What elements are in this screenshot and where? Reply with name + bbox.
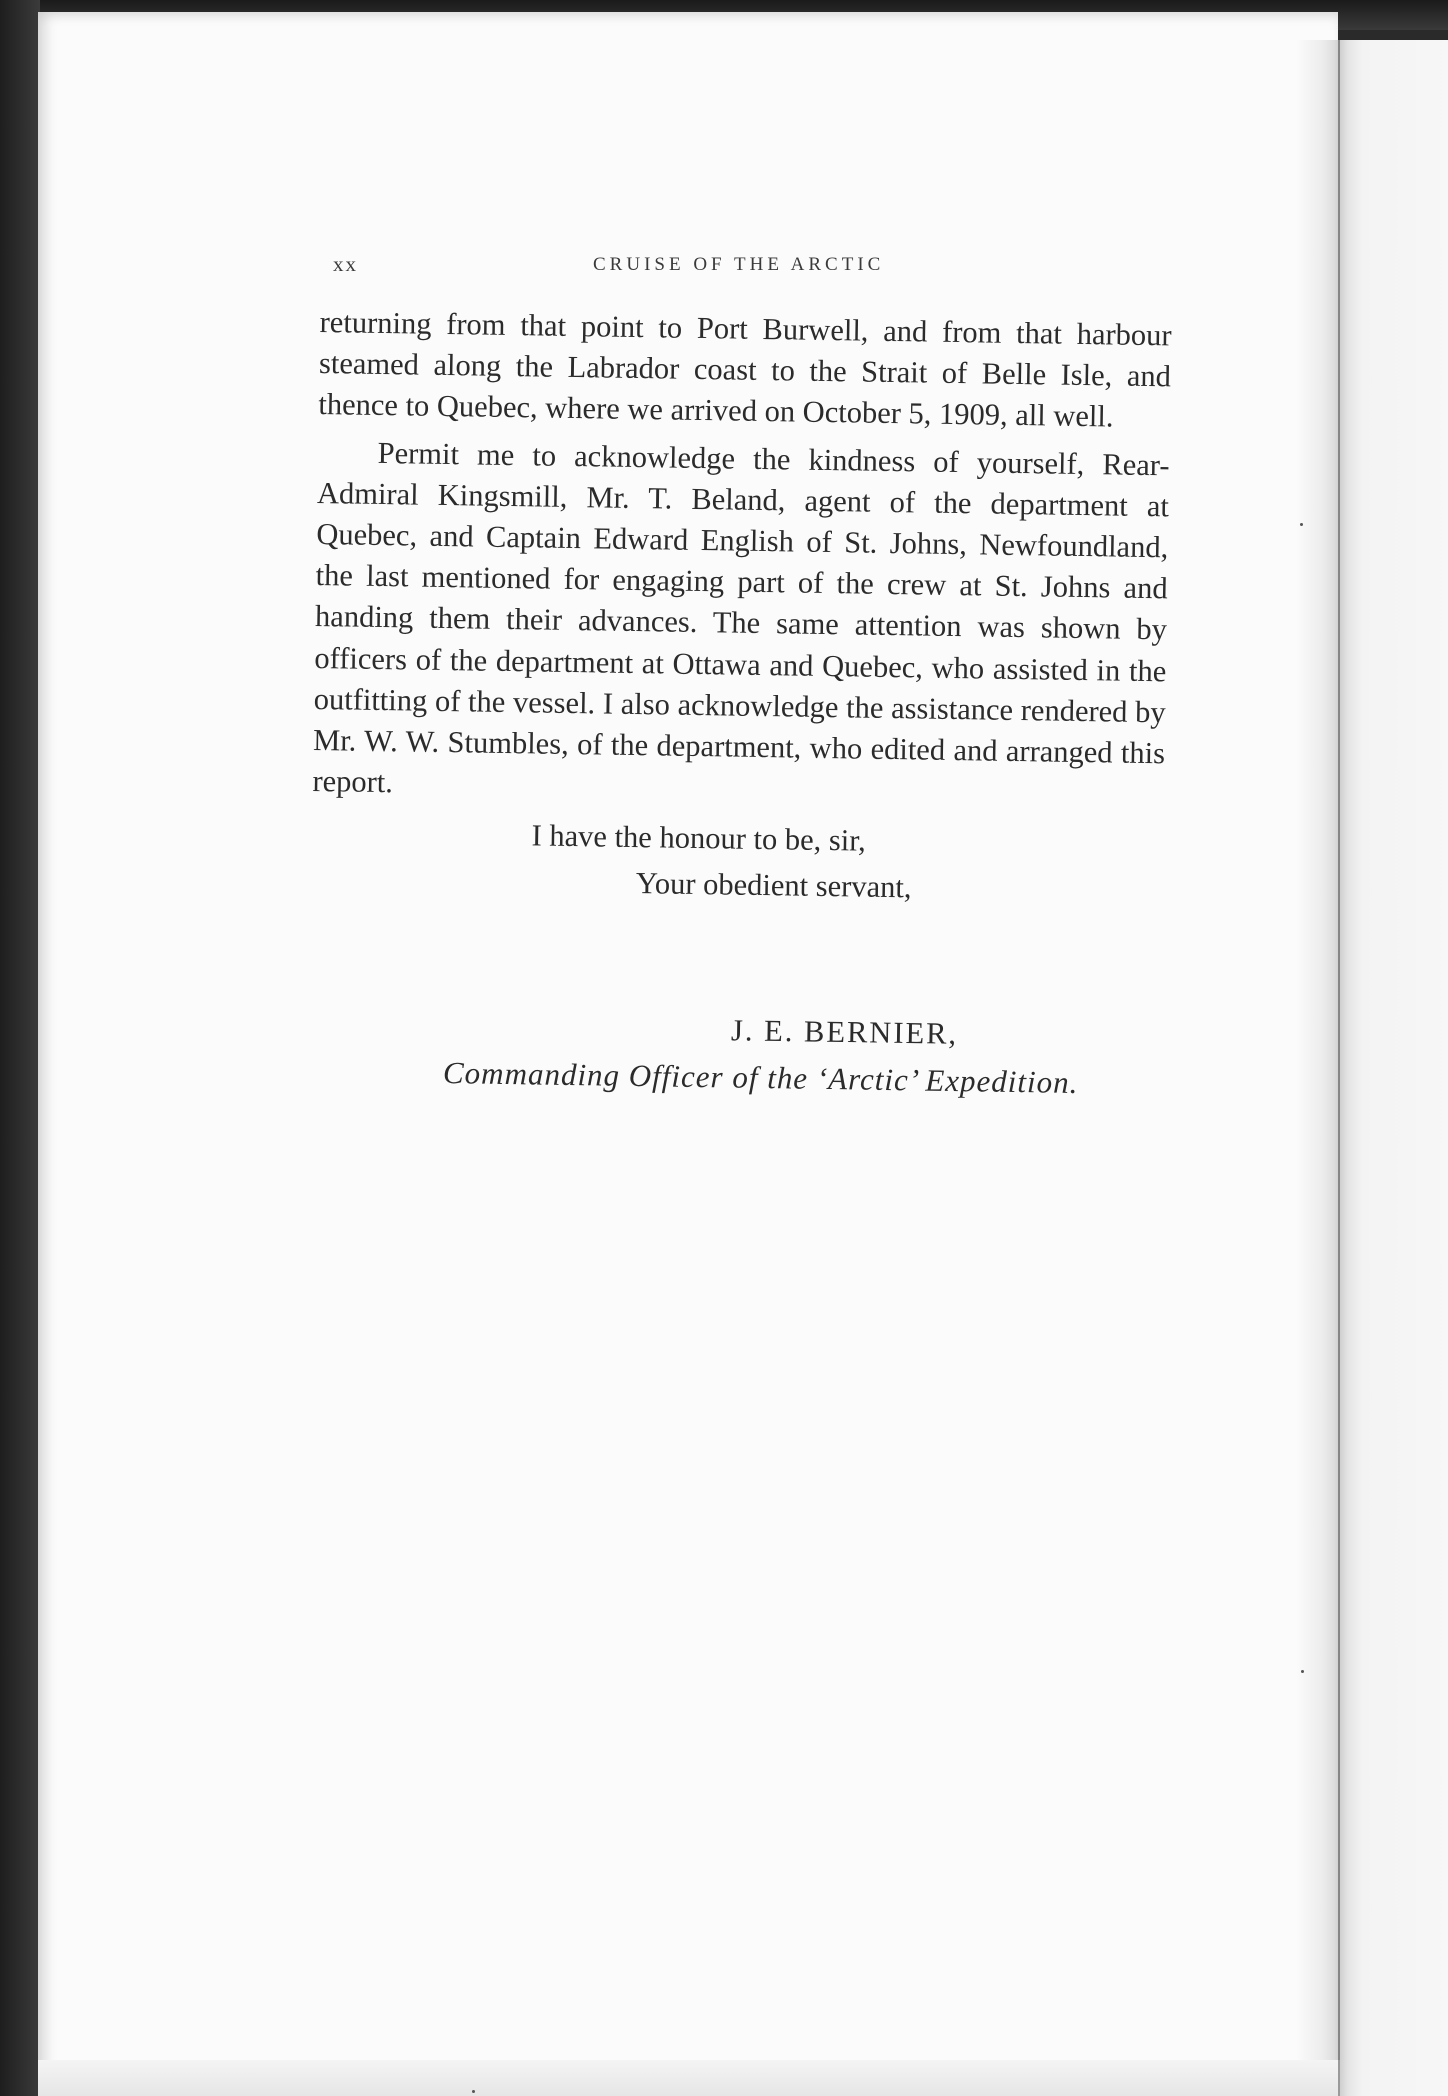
running-head	[333, 252, 1163, 292]
paragraph-1: returning from that point to Port Burwell, and from that harbour steamed along the Labrador coast to the Strait of Belle Isle, and thence to Quebec, where we arrived on October 5, 1909, all well.	[318, 304, 1172, 434]
book-page	[38, 12, 1338, 2096]
closing-line-1: I have the honour to be, sir,	[531, 818, 867, 859]
letter-closing	[310, 812, 1164, 945]
body-text	[310, 302, 1172, 946]
paper-speck	[1300, 523, 1303, 526]
paragraph-2: Permit me to acknowledge the kindness of yourself, Rear-Admiral Kingsmill, Mr. T. Beland, agent of the department at Quebec, and Captain Edward English of St. Johns, Newfoundland, the last mentioned for engaging part of the crew at St. Johns and handing them their advances. The same attention was shown by officers of the department at Ottawa and Quebec, who assisted in the outfitting of the vessel. I also acknowledge the assistance rendered by Mr. W. W. Stumbles, of the department, who edited and arranged this report.	[312, 435, 1170, 800]
page-bottom-edge	[38, 2060, 1338, 2096]
signature-name: J. E. BERNIER,	[730, 1013, 959, 1051]
running-head-title: CRUISE OF THE ARCTIC	[593, 254, 885, 275]
paper-speck	[472, 2090, 475, 2093]
signature-title: Commanding Officer of the ‘Arctic’ Expedition.	[442, 1055, 1079, 1100]
scan-border-left	[0, 0, 40, 2096]
closing-line-2: Your obedient servant,	[635, 866, 912, 905]
page-gutter-shadow	[1296, 40, 1340, 2060]
paper-speck	[1301, 1670, 1304, 1673]
facing-page-edge	[1338, 40, 1448, 2096]
page-number: xx	[333, 252, 358, 276]
